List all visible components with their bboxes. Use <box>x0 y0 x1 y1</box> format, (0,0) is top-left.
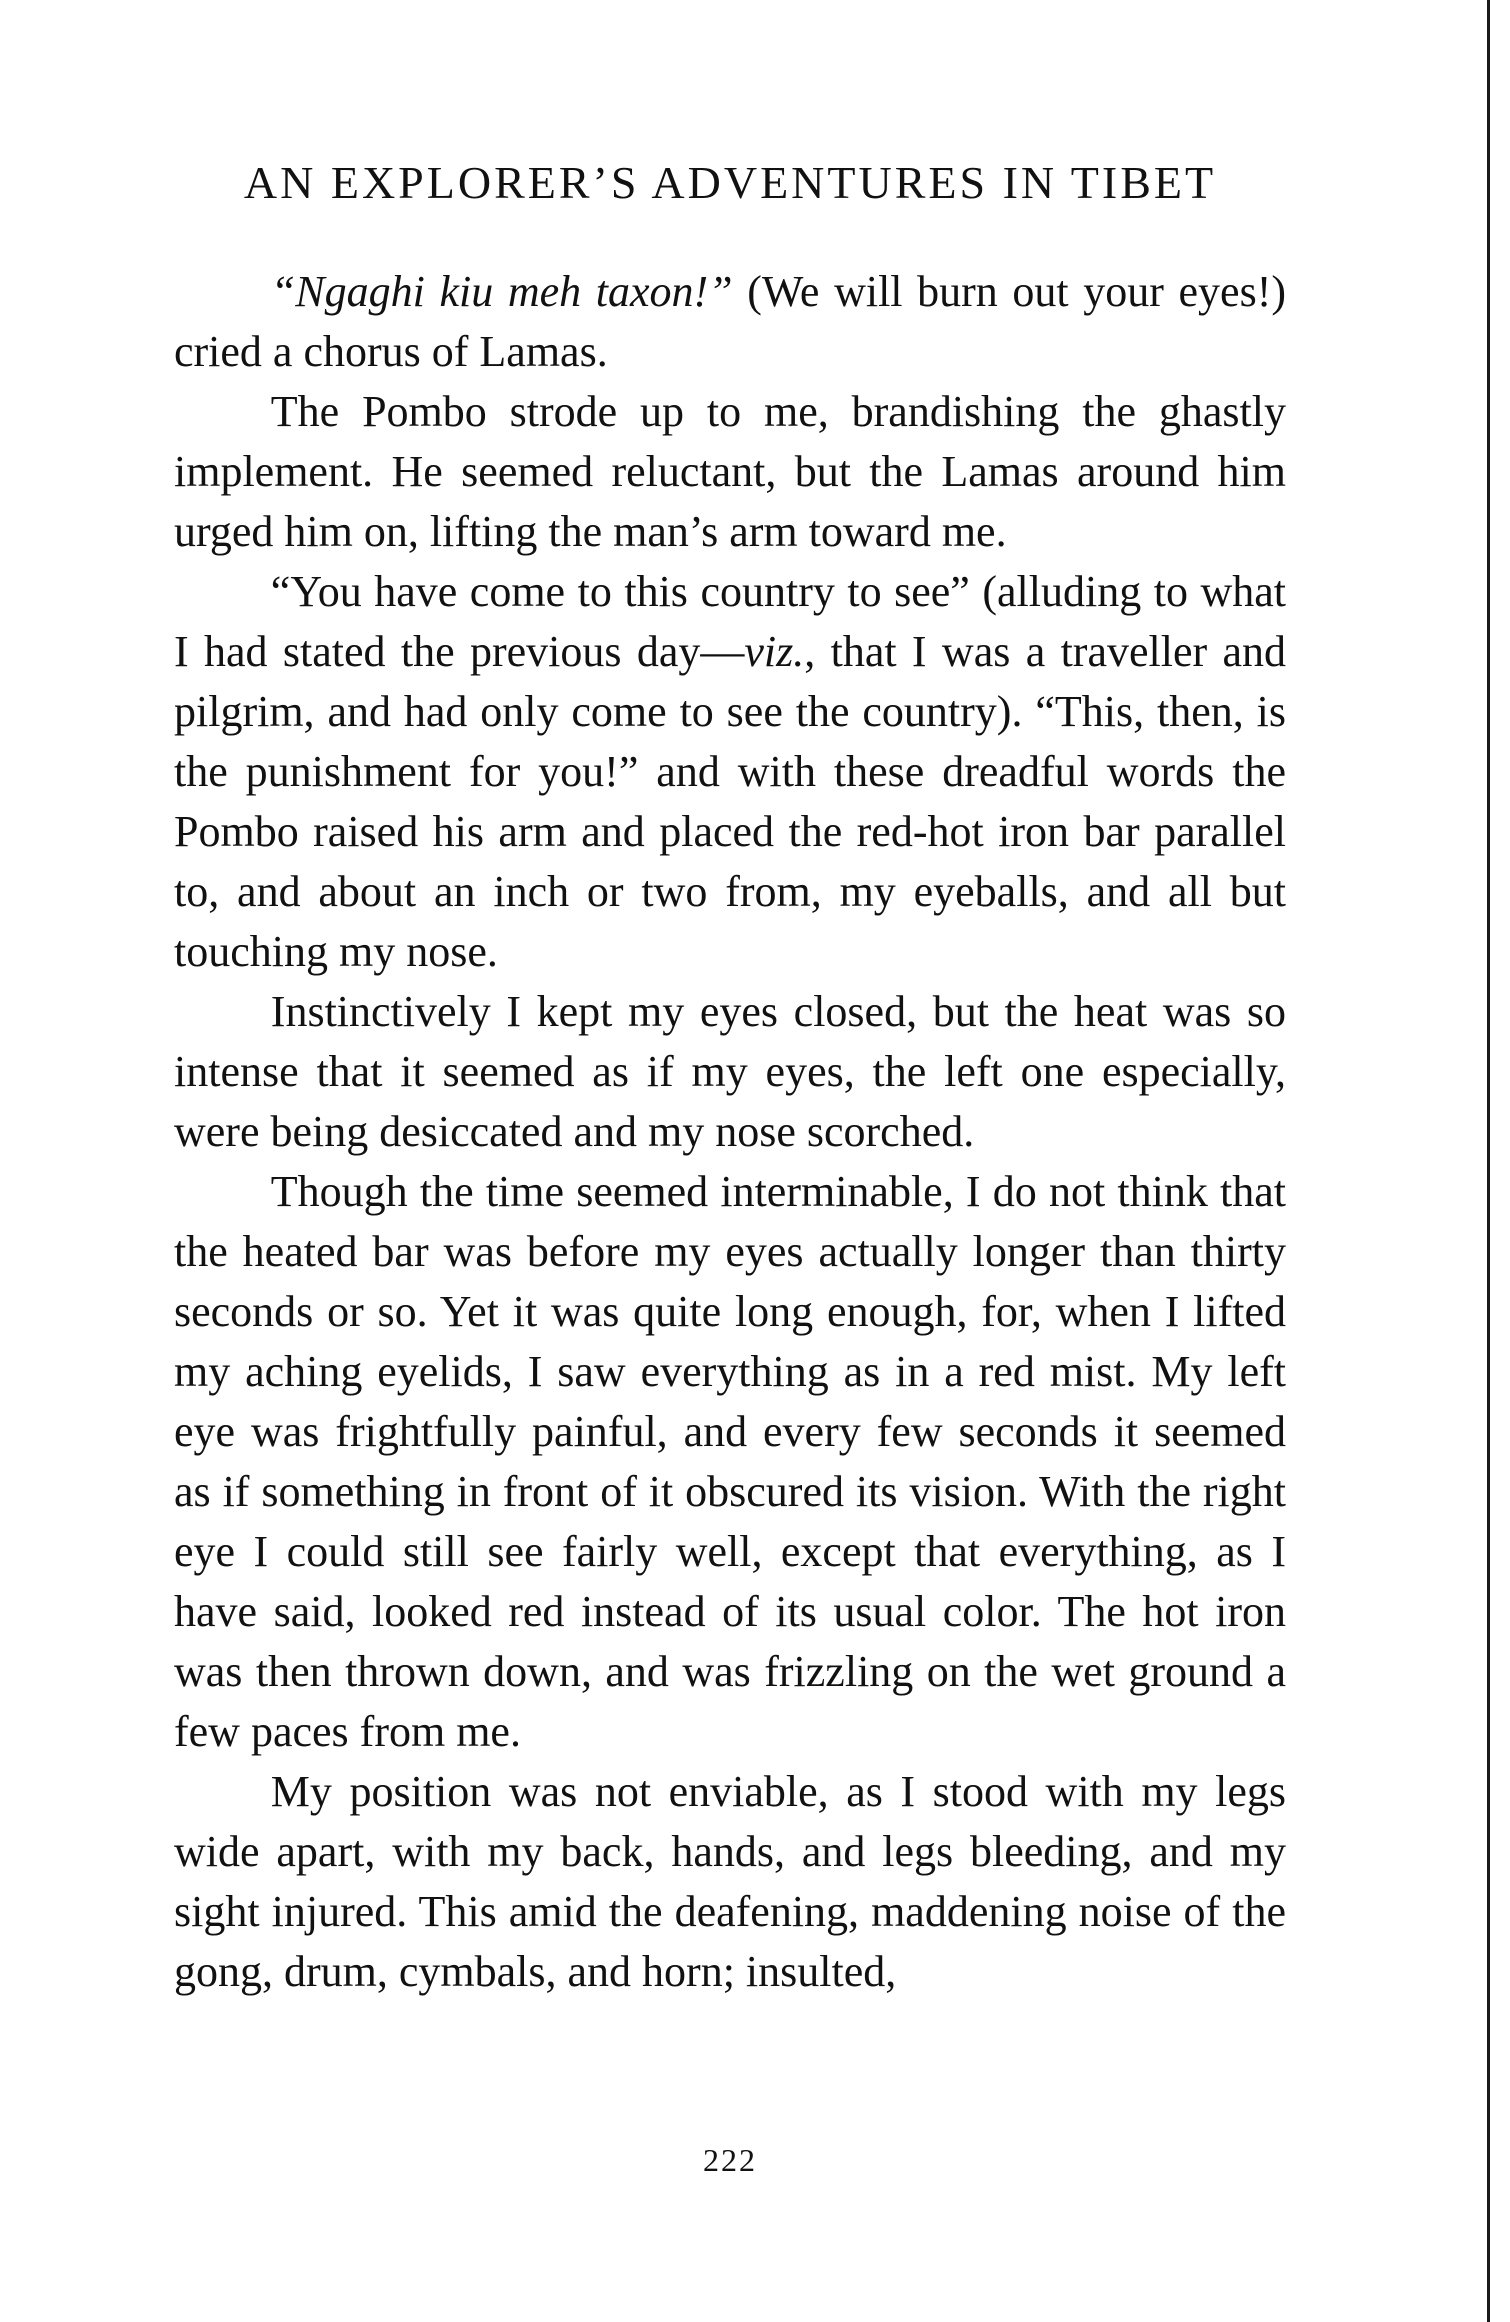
paragraph-3-text-before: “You have come to this country to see” (alluding to what I had stated the previous day— <box>174 567 1286 676</box>
viz-abbreviation: viz. <box>744 627 805 676</box>
paragraph-1 <box>174 262 1286 382</box>
paragraph-5: Though the time seemed interminable, I do not think that the heated bar was before my eyes actually longer than thirty seconds or so. Yet it was quite long enough, for, when I lifted my aching eyelids, I saw everything as in a red mist. My left eye was frightfully painful, and every few seconds it seemed as if something in front of it obscured its vision. With the right eye I could still see fairly well, except that everything, as I have said, looked red instead of its usual color. The hot iron was then thrown down, and was frizzling on the wet ground a few paces from me. <box>174 1167 1286 1756</box>
running-head-title: AN EXPLORER’S ADVENTURES IN TIBET <box>243 157 1217 208</box>
paragraph-4: Instinctively I kept my eyes closed, but the heat was so intense that it seemed as if my eyes, the left one especially, were being desiccated and my nose scorched. <box>174 987 1286 1156</box>
paragraph-1-text: (We will burn out your eyes!) cried a chorus of Lamas. <box>174 267 1287 376</box>
paragraph-6: My position was not enviable, as I stood with my legs wide apart, with my back, hands, and legs bleeding, and my sight injured. This amid the deafening, maddening noise of the gong, drum, cymbals, and horn; insulted, <box>174 1767 1286 1996</box>
paragraph-3-text-after: , that I was a traveller and pilgrim, and had only come to see the country). “This, then, is the punishment for you!” and with these dreadful words the Pombo raised his arm and placed the red-hot iron bar parallel to, and about an inch or two from, my eyeballs, and all but touching my nose. <box>174 627 1287 976</box>
tibetan-phrase: “Ngaghi kiu meh taxon!” <box>270 267 733 316</box>
body-text <box>174 262 1286 2002</box>
page-edge-shadow <box>1487 0 1490 2322</box>
paragraph-2: The Pombo strode up to me, brandishing the ghastly implement. He seemed reluctant, but the Lamas around him urged him on, lifting the man’s arm toward me. <box>174 387 1286 556</box>
paragraph-3 <box>174 562 1286 982</box>
page-number: 222 <box>703 2142 757 2178</box>
